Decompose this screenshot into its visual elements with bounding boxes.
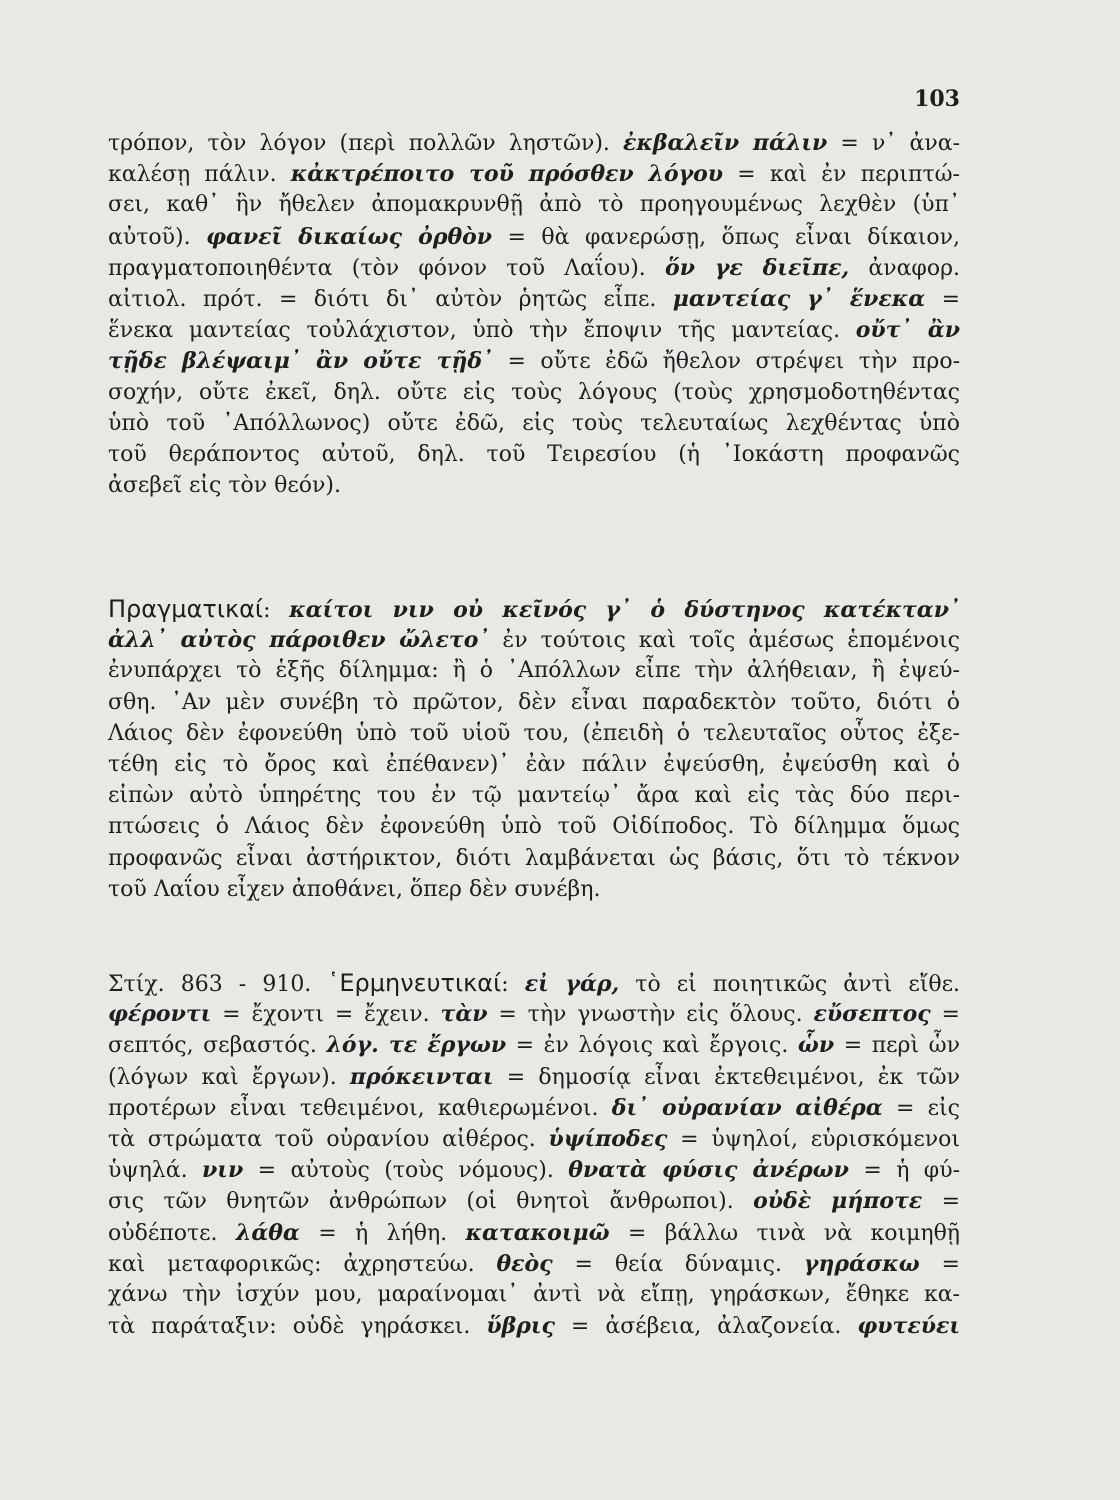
- bold-term: εὔσεπτος: [813, 1001, 931, 1028]
- text-run: αὐτοῦ).: [108, 224, 207, 250]
- text-line: [108, 1186, 960, 1217]
- text-run: προτέρων εἶναι τεθειμένοι, καθιερωμένοι.: [108, 1095, 612, 1121]
- text-run: ἀσεβεῖ εἰς τὸν θεόν).: [108, 473, 341, 499]
- page-number: 103: [914, 86, 960, 112]
- text-run: καὶ μεταφορικῶς: ἀχρηστεύω.: [108, 1251, 497, 1277]
- bold-term: ἀλλ᾽ αὐτὸς πάροιθεν ὤλετο᾽: [108, 627, 490, 654]
- text-line: [108, 1249, 960, 1280]
- text-run: = ἡ φύ-: [848, 1158, 961, 1184]
- text-line: [108, 346, 960, 377]
- text-run: = θεία δύναμις.: [552, 1251, 804, 1277]
- text-run: =: [930, 1002, 960, 1028]
- text-line: [108, 284, 960, 315]
- text-line: [108, 1311, 960, 1342]
- text-line: [108, 625, 960, 656]
- text-run: προφανῶς εἶναι ἀστήρικτον, διότι λαμβάνεται ὡς βάσις, ὅτι τὸ τέκνον: [108, 845, 960, 871]
- bold-term: κατακοιμῶ: [465, 1219, 610, 1246]
- text-run: τοῦ Λαΐου εἶχεν ἀποθάνει, ὅπερ δὲν συνέβη.: [108, 876, 601, 902]
- text-run: τοῦ θεράποντος αὐτοῦ, δηλ. τοῦ Τειρεσίου (ἡ ᾽Ιοκάστη προφανῶς: [108, 442, 960, 467]
- text-line: [108, 1155, 960, 1186]
- text-run: =: [922, 1189, 961, 1215]
- text-run: ἀναφορ.: [849, 255, 960, 281]
- text-run: :: [501, 972, 525, 997]
- bold-term: λόγ. τε ἔργων: [326, 1032, 507, 1059]
- text-line: [108, 594, 960, 626]
- text-run: = καὶ ἐν περιπτώ-: [723, 162, 960, 188]
- bold-term: νιν: [202, 1157, 244, 1184]
- bold-term: οὔτ᾽ ἂν: [855, 317, 960, 344]
- bold-term: ὧν: [797, 1032, 835, 1059]
- bold-term: γηράσκω: [803, 1250, 920, 1277]
- bold-term: καίτοι νιν οὐ κεῖνός γ᾽ ὁ δύστηνος κατέκταν᾽: [289, 597, 961, 623]
- text-run: = ἀσέβεια, ἀλαζονεία.: [554, 1314, 858, 1340]
- text-line: [108, 315, 960, 346]
- bold-term: ἐκβαλεῖν πάλιν: [623, 130, 828, 156]
- text-run: = οὔτε ἐδῶ ἤθελον στρέψει τὴν προ-: [493, 349, 961, 375]
- bold-term: θνατὰ φύσις ἀνέρων: [568, 1157, 849, 1184]
- text-line: [108, 190, 960, 220]
- bold-term: οὐδὲ μήποτε: [753, 1188, 923, 1215]
- bold-term: τῇδε βλέψαιμ᾽ ἂν οὔτε τῇδ᾽: [108, 348, 494, 375]
- text-run: πραγματοποιηθέντα (τὸν φόνον τοῦ Λαΐου).: [108, 255, 666, 281]
- text-run: ἕνεκα μαντείας τοὐλάχιστον, ὑπὸ τὴν ἔποψιν τῆς μαντείας.: [108, 318, 856, 344]
- bold-term: θεὸς: [496, 1250, 553, 1277]
- text-line: [108, 471, 960, 501]
- text-line: [108, 409, 960, 439]
- bold-term: φανεῖ δικαίως ὀρθὸν: [206, 223, 493, 250]
- text-run: = τὴν γνωστὴν εἰς ὅλους.: [487, 1002, 814, 1028]
- text-run: ὑπὸ τοῦ ᾽Απόλλωνος) οὔτε ἐδῶ, εἰς τοὺς τελευταίως λεχθέντας ὑπὸ: [108, 410, 960, 436]
- bold-term: φέροντι: [108, 1001, 212, 1028]
- bold-term: μαντείας γ᾽ ἕνεκα: [672, 286, 926, 312]
- text-line: [108, 1030, 960, 1061]
- bold-term: λάθα: [235, 1219, 300, 1246]
- text-line: [108, 440, 960, 470]
- text-line: [108, 222, 960, 253]
- text-line: [108, 812, 960, 842]
- bold-term: ὕβρις: [486, 1313, 555, 1340]
- text-line: [108, 656, 960, 686]
- bold-term: εἰ γάρ,: [524, 971, 620, 997]
- text-line: [108, 875, 960, 905]
- text-line: [108, 1062, 960, 1093]
- text-run: πτώσεις ὁ Λάιος δὲν ἐφονεύθη ὑπὸ τοῦ Οἰδίποδος. Τὸ δίλημμα ὅμως: [108, 814, 960, 840]
- text-run: = ἔχοντι = ἔχειν.: [211, 1002, 441, 1028]
- text-run: (λόγων καὶ ἔργων).: [108, 1064, 350, 1090]
- text-run: = βάλλω τινὰ νὰ κοιμηθῇ: [609, 1220, 960, 1246]
- text-run: σις τῶν θνητῶν ἀνθρώπων (οἱ θνητοὶ ἄνθρωποι).: [108, 1189, 754, 1215]
- text-run: εἰπὼν αὐτὸ ὑπηρέτης του ἐν τῷ μαντείῳ᾽ ἄρα καὶ εἰς τὰς δύο περι-: [108, 783, 960, 809]
- text-run: ἐν τούτοις καὶ τοῖς ἀμέσως ἑπομένοις: [489, 628, 960, 654]
- bold-term: φυτεύει: [857, 1313, 960, 1340]
- text-line: [108, 750, 960, 780]
- text-run: = ὑψηλοί, εὑρισκόμενοι: [667, 1127, 960, 1152]
- text-run: = αὐτοὺς (τοὺς νόμους).: [243, 1158, 569, 1184]
- text-run: τέθη εἰς τὸ ὄρος καὶ ἐπέθανεν)᾽ ἐὰν πάλιν ἐψεύσθη, ἐψεύσθη καὶ ὁ: [108, 752, 960, 777]
- bold-term: πρόκεινται: [349, 1063, 494, 1090]
- text-run: τὸ εἰ ποιητικῶς ἀντὶ εἴθε.: [619, 972, 961, 997]
- text-line: [108, 719, 960, 749]
- text-line: [108, 1124, 960, 1155]
- text-run: αἰτιολ. πρότ. = διότι δι᾽ αὐτὸν ῥητῶς εἶπε.: [108, 287, 673, 312]
- text-line: [108, 1218, 960, 1249]
- text-run: = ἐν λόγοις καὶ ἔργοις.: [506, 1033, 798, 1059]
- text-line: [108, 128, 960, 159]
- section-heading: Πραγματικαί: [108, 595, 264, 623]
- text-run: σοχήν, οὔτε ἐκεῖ, δηλ. οὔτε εἰς τοὺς λόγους (τοὺς χρησμοδοτηθέντας: [108, 379, 960, 405]
- text-line: [108, 844, 960, 874]
- bold-term: δι᾽ οὐρανίαν αἰθέρα: [611, 1094, 883, 1121]
- text-run: τρόπον, τὸν λόγον (περὶ πολλῶν ληστῶν).: [108, 131, 624, 156]
- text-run: Λάιος δὲν ἐφονεύθη ὑπὸ τοῦ υἱοῦ του, (ἐπειδὴ ὁ τελευταῖος οὗτος ἐξε-: [108, 720, 960, 746]
- section-heading: ῾Ερμηνευτικαί: [327, 969, 502, 997]
- text-run: :: [263, 598, 290, 623]
- text-run: χάνω τὴν ἰσχύν μου, μαραίνομαι᾽ ἀντὶ νὰ εἴπῃ, γηράσκων, ἔθηκε κα-: [108, 1282, 960, 1307]
- text-run: σει, καθ᾽ ἣν ἤθελεν ἀπομακρυνθῇ ἀπὸ τὸ προηγουμένως λεχθὲν (ὑπ᾽: [108, 192, 960, 218]
- text-line: [108, 999, 960, 1030]
- text-line: [108, 968, 960, 1000]
- text-run: σθη. ᾽Αν μὲν συνέβη τὸ πρῶτον, δὲν εἶναι παραδεκτὸν τοῦτο, διότι ὁ: [108, 689, 960, 715]
- text-line: [108, 688, 960, 718]
- text-run: τὰ στρώματα τοῦ οὐρανίου αἰθέρος.: [108, 1127, 549, 1152]
- text-run: σεπτός, σεβαστός.: [108, 1033, 327, 1059]
- text-line: [108, 1093, 960, 1124]
- text-run: τὰ παράταξιν: οὐδὲ γηράσκει.: [108, 1314, 487, 1340]
- text-run: = εἰς: [882, 1095, 960, 1121]
- bold-term: τὰν: [440, 1001, 488, 1028]
- bold-term: ὑψίποδες: [548, 1126, 668, 1152]
- text-run: ὑψηλά.: [108, 1158, 203, 1184]
- text-line: [108, 159, 960, 190]
- text-run: = δημοσίᾳ εἶναι ἐκτεθειμένοι, ἐκ τῶν: [493, 1064, 960, 1090]
- text-run: Στίχ. 863 - 910.: [108, 972, 328, 997]
- text-run: = θὰ φανερώσῃ, ὅπως εἶναι δίκαιον,: [492, 224, 961, 250]
- text-run: ἐνυπάρχει τὸ ἑξῆς δίλημμα: ἢ ὁ ᾽Απόλλων εἶπε τὴν ἀλήθειαν, ἢ ἐψεύ-: [108, 658, 960, 684]
- text-run: =: [919, 1251, 960, 1277]
- text-run: =: [925, 287, 961, 312]
- text-line: [108, 378, 960, 408]
- text-run: οὐδέποτε.: [108, 1220, 236, 1246]
- text-run: καλέσῃ πάλιν.: [108, 162, 291, 188]
- text-run: = ἡ λήθη.: [299, 1220, 466, 1246]
- text-line: [108, 1280, 960, 1310]
- text-run: = περὶ ὧν: [834, 1033, 960, 1059]
- text-run: = ν᾽ ἀνα-: [827, 131, 961, 156]
- text-line: [108, 253, 960, 284]
- text-line: [108, 781, 960, 811]
- bold-term: κἀκτρέποιτο τοῦ πρόσθεν λόγου: [290, 161, 724, 188]
- bold-term: ὅν γε διεῖπε,: [665, 254, 850, 281]
